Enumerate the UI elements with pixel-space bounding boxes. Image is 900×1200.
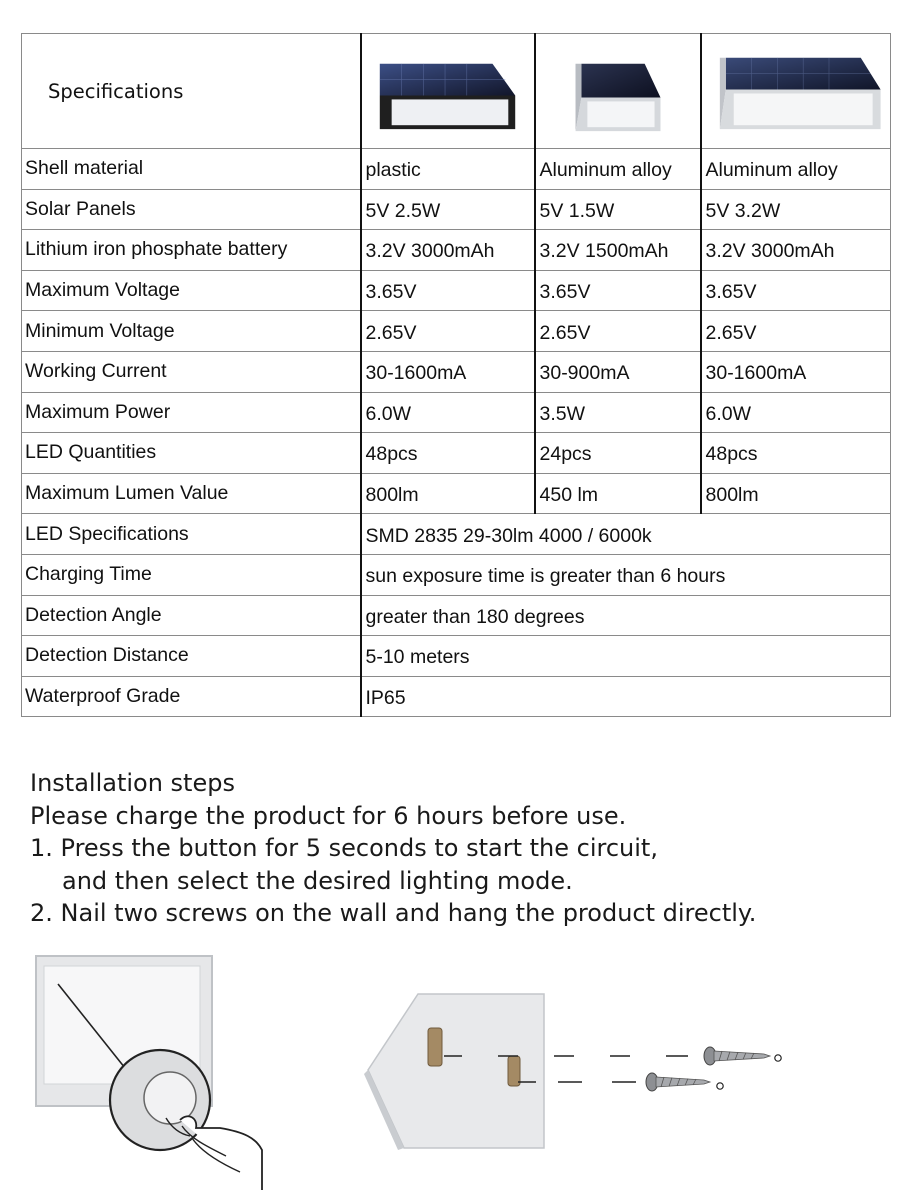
spec-row-maximum-voltage — [22, 270, 891, 311]
product-aluminum-small-image — [535, 34, 701, 149]
spec-value: 3.2V 3000mAh — [361, 230, 535, 271]
installation-steps — [30, 767, 890, 930]
spec-row-detection-angle — [22, 595, 891, 636]
spec-row-maximum-power — [22, 392, 891, 433]
spec-value: 30-900mA — [535, 351, 701, 392]
spec-row-lithium-iron-phosphate-battery — [22, 230, 891, 271]
spec-label: Maximum Power — [22, 392, 361, 433]
spec-value: 450 lm — [535, 473, 701, 514]
installation-note: Please charge the product for 6 hours before use. — [30, 801, 627, 830]
spec-label: Detection Distance — [22, 636, 361, 677]
spec-value: sun exposure time is greater than 6 hours — [361, 554, 891, 595]
product-plastic-image — [361, 34, 535, 149]
spec-value: Aluminum alloy — [701, 149, 891, 190]
spec-value: 3.65V — [361, 270, 535, 311]
spec-value: 48pcs — [361, 433, 535, 474]
spec-label: Working Current — [22, 351, 361, 392]
spec-value: 5V 3.2W — [701, 189, 891, 230]
spec-value: 5-10 meters — [361, 636, 891, 677]
spec-value: 5V 1.5W — [535, 189, 701, 230]
spec-value: 30-1600mA — [701, 351, 891, 392]
spec-label: Detection Angle — [22, 595, 361, 636]
spec-label: Maximum Lumen Value — [22, 473, 361, 514]
spec-row-led-quantities — [22, 433, 891, 474]
spec-row-shell-material — [22, 149, 891, 190]
spec-value: 3.65V — [535, 270, 701, 311]
spec-label: LED Specifications — [22, 514, 361, 555]
spec-row-charging-time — [22, 554, 891, 595]
spec-value: SMD 2835 29-30lm 4000 / 6000k — [361, 514, 891, 555]
spec-value: 5V 2.5W — [361, 189, 535, 230]
spec-label: Shell material — [22, 149, 361, 190]
screw-icon — [704, 1047, 770, 1065]
spec-value: 3.2V 3000mAh — [701, 230, 891, 271]
product-aluminum-large-image — [701, 34, 891, 149]
spec-label: Waterproof Grade — [22, 676, 361, 717]
spec-row-detection-distance — [22, 636, 891, 677]
spec-row-working-current — [22, 351, 891, 392]
installation-step-1-line-1: 1. Press the button for 5 seconds to start the circuit, — [30, 834, 658, 862]
button-press-illustration — [30, 950, 280, 1195]
spec-value: 800lm — [701, 473, 891, 514]
spec-value: 6.0W — [361, 392, 535, 433]
spec-value: 2.65V — [535, 311, 701, 352]
spec-value: 6.0W — [701, 392, 891, 433]
spec-value: 800lm — [361, 473, 535, 514]
spec-row-led-specifications — [22, 514, 891, 555]
installation-step-2: 2. Nail two screws on the wall and hang the product directly. — [30, 899, 757, 927]
table-title: Specifications — [22, 34, 361, 149]
spec-value: 2.65V — [361, 311, 535, 352]
spec-value: 24pcs — [535, 433, 701, 474]
spec-value: plastic — [361, 149, 535, 190]
spec-label: Charging Time — [22, 554, 361, 595]
spec-value: 3.5W — [535, 392, 701, 433]
spec-label: Lithium iron phosphate battery — [22, 230, 361, 271]
spec-label: Maximum Voltage — [22, 270, 361, 311]
spec-row-solar-panels — [22, 189, 891, 230]
wall-mount-screws-illustration — [358, 990, 790, 1152]
spec-row-minimum-voltage — [22, 311, 891, 352]
specifications-table — [21, 33, 891, 717]
spec-value: IP65 — [361, 676, 891, 717]
spec-value: Aluminum alloy — [535, 149, 701, 190]
installation-heading: Installation steps — [30, 769, 235, 797]
screw-icon — [646, 1073, 710, 1091]
spec-value: 2.65V — [701, 311, 891, 352]
spec-value: 3.65V — [701, 270, 891, 311]
table-header-row — [22, 34, 891, 149]
spec-value: 48pcs — [701, 433, 891, 474]
spec-value: 30-1600mA — [361, 351, 535, 392]
spec-row-maximum-lumen-value — [22, 473, 891, 514]
installation-step-1-line-2: and then select the desired lighting mode. — [62, 866, 573, 895]
spec-label: LED Quantities — [22, 433, 361, 474]
spec-value: 3.2V 1500mAh — [535, 230, 701, 271]
spec-row-waterproof-grade — [22, 676, 891, 717]
spec-label: Solar Panels — [22, 189, 361, 230]
spec-label: Minimum Voltage — [22, 311, 361, 352]
spec-value: greater than 180 degrees — [361, 595, 891, 636]
